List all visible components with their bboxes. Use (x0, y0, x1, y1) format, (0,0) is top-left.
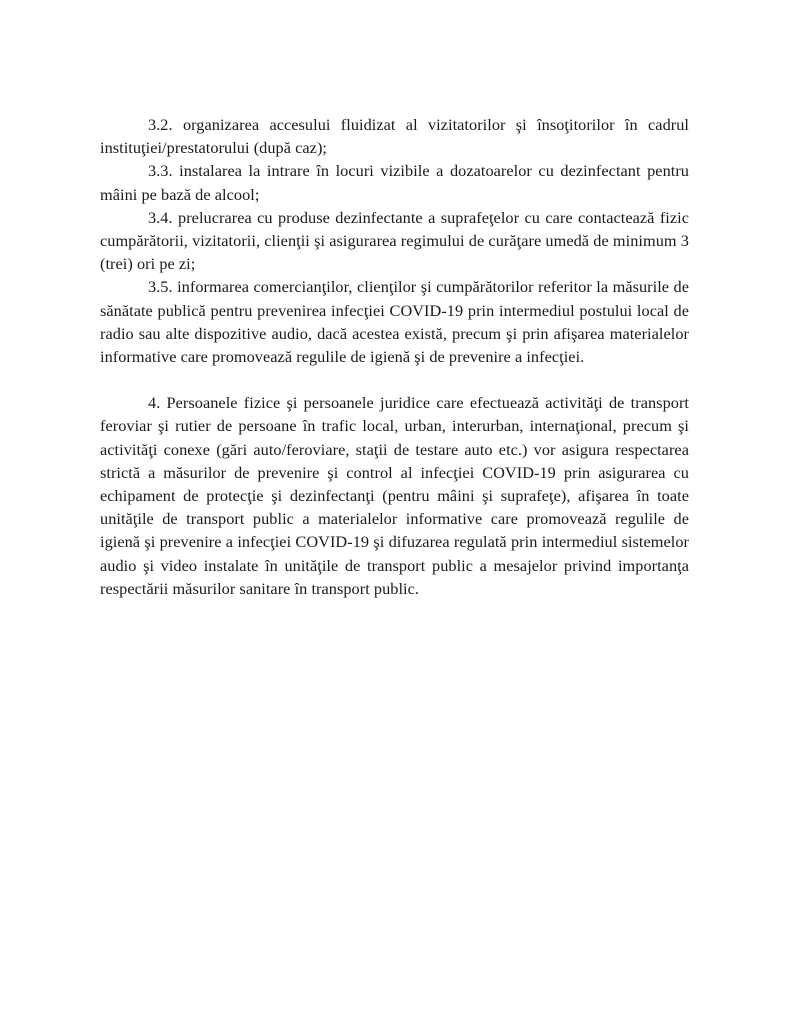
paragraph-3-5: 3.5. informarea comercianţilor, clienţilor şi cumpărătorilor referitor la măsurile de sănătate publică pentru prevenirea infecţiei COVID-19 prin intermediul postului local de radio sau alte dispozitive audio, dacă acestea există, precum şi prin afişarea materialelor informative care promovează regulile de igienă şi de prevenire a infecţiei. (100, 277, 689, 367)
paragraph-spacer (100, 368, 689, 391)
document-page (100, 113, 689, 600)
paragraph-3-3: 3.3. instalarea la intrare în locuri vizibile a dozatoarelor cu dezinfectant pentru mâini pe bază de alcool; (100, 161, 689, 204)
paragraph-3-4: 3.4. prelucrarea cu produse dezinfectante a suprafeţelor cu care contactează fizic cumpărătorii, vizitatorii, clienţii şi asigurarea regimului de curăţare umedă de minimum 3 (trei) ori pe zi; (100, 207, 689, 274)
paragraph-3-2: 3.2. organizarea accesului fluidizat al vizitatorilor şi însoţitorilor în cadrul instituţiei/prestatorului (după caz); (100, 115, 689, 158)
paragraph-4: 4. Persoanele fizice şi persoanele juridice care efectuează activităţi de transport feroviar şi rutier de persoane în trafic local, urban, interurban, internaţional, precum şi activităţi conexe (gări auto/feroviare, staţii de testare auto etc.) vor asigura respectarea strictă a măsurilor de prevenire şi control al infecţiei COVID-19 prin asigurarea cu echipament de protecţie şi dezinfectanţi (pentru mâini şi suprafeţe), afişarea în toate unităţile de transport public a materialelor informative care promovează regulile de igienă şi prevenire a infecţiei COVID-19 şi difuzarea regulată prin intermediul sistemelor audio şi video instalate în unităţile de transport public a mesajelor privind importanţa respectării măsurilor sanitare în transport public. (100, 393, 689, 598)
